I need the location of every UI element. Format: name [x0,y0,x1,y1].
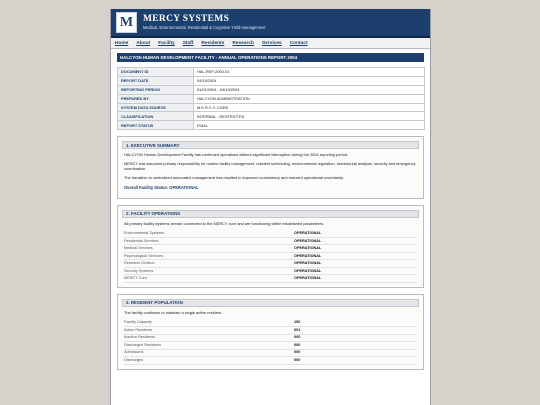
meta-key: REPORTING PERIOD [118,85,194,94]
meta-value: INTERNAL - RESTRICTED [194,112,425,121]
operations-intro: All primary facility systems remain connected to the MERCY core and are functioning within established parameters. [124,220,324,226]
system-status: OPERATIONAL [294,275,417,283]
population-value: 000 [294,357,417,365]
system-name: Residential Services [124,237,294,245]
system-name: Research Division [124,260,294,268]
system-status: OPERATIONAL [294,267,417,275]
system-name: Medical Services [124,245,294,253]
nav-research[interactable]: Research [232,40,254,46]
population-metric: Inactive Residents [124,334,294,342]
table-row [118,94,425,103]
meta-value: HAL-REP-2004-01 [194,68,425,77]
table-row [118,103,425,112]
table-row [118,68,425,77]
report-page [110,9,431,405]
population-metric: Discharges [124,357,294,365]
meta-value: FINAL [194,121,425,130]
system-name: Security Systems [124,267,294,275]
nav-home[interactable]: Home [115,40,129,46]
population-value: 000 [294,342,417,350]
system-status: OPERATIONAL [294,230,417,238]
system-name: MERCY Core [124,275,294,283]
main-nav [111,38,430,49]
table-row [118,121,425,130]
table-row [124,237,417,245]
section-body [118,149,423,198]
table-row [124,267,417,275]
meta-value: 01/01/2004 - 04/19/2004 [194,85,425,94]
nav-facility[interactable]: Facility [158,40,175,46]
report-title: HALCYON HUMAN DEVELOPMENT FACILITY - ANNUAL OPERATIONS REPORT 2004 [117,53,424,62]
meta-key: REPORT STATUS [118,121,194,130]
system-name: Environmental Systems [124,230,294,238]
brand [143,15,265,31]
nav-about[interactable]: About [136,40,151,46]
site-title: MERCY SYSTEMS [143,13,230,24]
report-metadata-table [117,67,425,130]
table-row [124,260,417,268]
system-status: OPERATIONAL [294,252,417,260]
section-heading: 3. RESIDENT POPULATION [122,299,419,307]
population-metric: Discharged Residents [124,342,294,350]
meta-value: M.E.R.C.Y. CORE [194,103,425,112]
summary-paragraph: MERCY has assumed primary responsibility for routine facility management, resident scheduling, environmental regulation, behavioural analysis, security and emergency coordination. [124,161,416,172]
resident-population-section [117,294,424,370]
population-value: 000 [294,334,417,342]
section-body [118,218,423,287]
meta-value: 04/19/2004 [194,76,425,85]
meta-value: HALCYON ADMINISTRATION [194,94,425,103]
meta-key: DOCUMENT ID [118,68,194,77]
site-header [111,9,430,38]
table-row [124,327,417,335]
system-name: Psychological Services [124,252,294,260]
system-status: OPERATIONAL [294,245,417,253]
section-body [118,307,423,369]
population-metric: Admissions [124,349,294,357]
facility-status: Overall Facility Status: OPERATIONAL [124,184,199,190]
table-row [124,357,417,365]
population-value: 000 [294,349,417,357]
population-metric: Active Residents [124,327,294,335]
executive-summary-section [117,136,424,199]
nav-contact[interactable]: Contact [289,40,308,46]
table-row [124,275,417,283]
meta-key: CLASSIFICATION [118,112,194,121]
population-table [124,319,417,365]
system-status: OPERATIONAL [294,260,417,268]
table-row [124,349,417,357]
table-row [118,76,425,85]
nav-staff[interactable]: Staff [182,40,194,46]
nav-services[interactable]: Services [261,40,282,46]
system-status: OPERATIONAL [294,237,417,245]
summary-paragraph: The transition to centralized automated management has resulted in improved consistency and reduced operational uncertainty. [124,175,344,181]
table-row [124,334,417,342]
table-row [118,112,425,121]
table-row [118,85,425,94]
table-row [124,245,417,253]
table-row [124,319,417,327]
population-value: 150 [294,319,417,327]
table-row [124,252,417,260]
meta-key: PREPARED BY [118,94,194,103]
population-metric: Facility Capacity [124,319,294,327]
summary-paragraph: HALCYON Human Development Facility has continued operations without significant interruption during the 2004 reporting period. [124,152,349,158]
population-value: 001 [294,327,417,335]
facility-operations-section [117,205,424,288]
nav-residents[interactable]: Residents [201,40,225,46]
meta-key: SYSTEM DATA SOURCE [118,103,194,112]
table-row [124,230,417,238]
operations-table [124,230,417,283]
section-heading: 1. EXECUTIVE SUMMARY [122,141,419,149]
site-subtitle: Medical, Environmental, Residential & Cognitive Yield-management [143,25,266,31]
table-row [124,342,417,350]
meta-key: REPORT DATE [118,76,194,85]
section-heading: 2. FACILITY OPERATIONS [122,210,419,218]
population-intro: The facility continues to maintain a single active resident. [124,309,223,315]
site-logo[interactable]: M [116,12,137,33]
